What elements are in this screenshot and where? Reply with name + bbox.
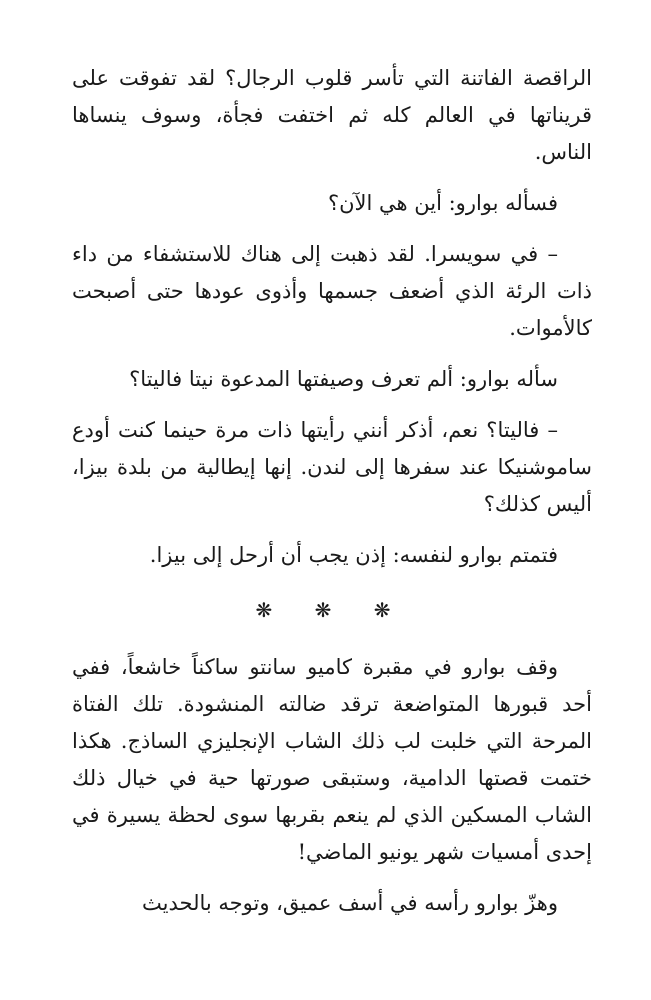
paragraph-3: – في سويسرا. لقد ذهبت إلى هناك للاستشفاء من داء ذات الرئة الذي أضعف جسمها وأذوى عودها حتى أصبحت كالأموات.: [72, 242, 592, 340]
paragraph-6: فتمتم بوارو لنفسه: إذن يجب أن أرحل إلى بيزا.: [149, 543, 558, 567]
section-separator: ❋ ❋ ❋: [255, 598, 409, 622]
paragraph-1: الراقصة الفاتنة التي تأسر قلوب الرجال؟ لقد تفوقت على قريناتها في العالم كله ثم اختفت فجأة، وسوف ينساها الناس.: [72, 66, 592, 164]
paragraph-4: سأله بوارو: ألم تعرف وصيفتها المدعوة نيتا فاليتا؟: [129, 367, 558, 391]
book-page: [72, 60, 592, 922]
paragraph-7: وقف بوارو في مقبرة كاميو سانتو ساكناً خاشعاً، ففي أحد قبورها المتواضعة ترقد ضالته المنشودة. تلك الفتاة المرحة التي خلبت لب ذلك الشاب الإنجليزي الساذج. هكذا ختمت قصتها الدامية، وستبقى صورتها حية في خيال ذلك الشاب المسكين الذي لم ينعم بقربها سوى لحظة يسيرة في إحدى أمسيات شهر يونيو الماضي!: [72, 655, 592, 864]
paragraph-5: – فاليتا؟ نعم، أذكر أنني رأيتها ذات مرة حينما كنت أودع ساموشنيكا عند سفرها إلى لندن. إنها إيطالية من بلدة بيزا، أليس كذلك؟: [72, 418, 592, 516]
paragraph-8: وهزّ بوارو رأسه في أسف عميق، وتوجه بالحديث: [142, 891, 558, 915]
paragraph-2: فسأله بوارو: أين هي الآن؟: [327, 191, 558, 215]
